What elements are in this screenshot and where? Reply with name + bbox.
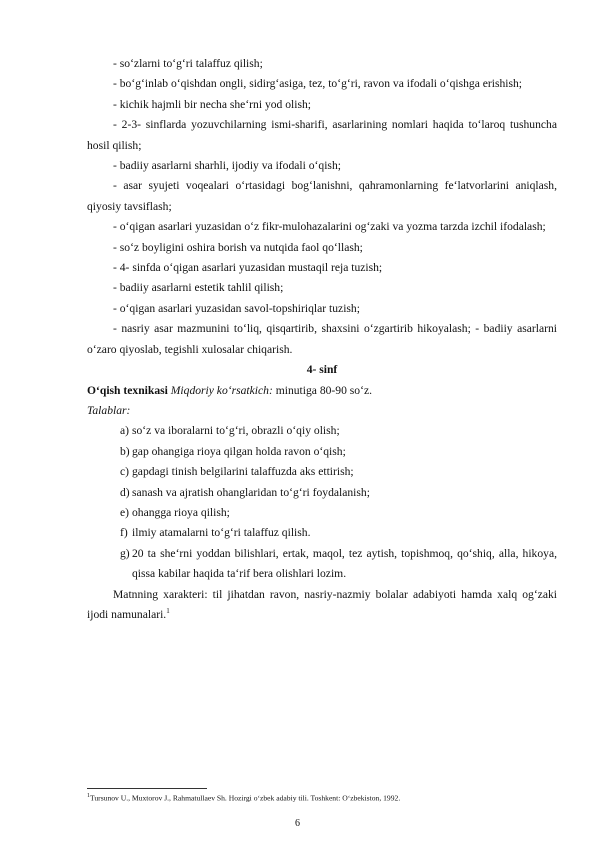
reading-technique-line <box>87 381 557 401</box>
list-item-text: gap ohangiga rioya qilgan holda ravon o‘qish; <box>132 444 346 458</box>
requirements-list <box>87 421 557 584</box>
list-item-text: sanash va ajratish ohanglaridan to‘g‘ri foydalanish; <box>132 485 370 499</box>
page-body <box>87 54 557 625</box>
list-marker: b) <box>120 444 130 458</box>
list-item-text: ilmiy atamalarni to‘g‘ri talaffuz qilish. <box>132 526 311 540</box>
list-item <box>87 503 557 523</box>
list-item-text: so‘z va iboralarni to‘g‘ri, obrazli o‘qiy olish; <box>132 424 340 438</box>
list-item <box>87 442 557 462</box>
list-item-text: gapdagi tinish belgilarini talaffuzda aks ettirish; <box>132 465 354 479</box>
list-marker: f) <box>120 526 128 540</box>
bullet-line: - kichik hajmli bir necha she‘rni yod olish; <box>113 97 312 111</box>
list-marker: g) <box>120 546 130 560</box>
bullet-line: - badiiy asarlarni estetik tahlil qilish; <box>113 281 284 295</box>
technique-value: minutiga 80-90 so‘z. <box>272 383 373 397</box>
bullet-line: - 2-3- sinflarda yozuvchilarning ismi-sharifi, asarlarining nomlari haqida to‘laroq tushuncha hosil qilish; <box>87 118 557 152</box>
closing-paragraph <box>87 585 557 626</box>
bullet-line: - bo‘g‘inlab o‘qishdan ongli, sidirg‘asiga, tez, to‘g‘ri, ravon va ifodali o‘qishga erishish; <box>113 77 523 91</box>
list-marker: e) <box>120 505 130 519</box>
bullet-line: - asar syujeti voqealari o‘rtasidagi bog‘lanishni, qahramonlarning fe‘latvorlarini aniqlash, qiyosiy tavsiflash; <box>87 179 557 213</box>
list-item <box>87 483 557 503</box>
list-marker: a) <box>120 424 130 438</box>
footnote-mark: 1 <box>87 793 90 799</box>
section-title: 4- sinf <box>306 363 338 377</box>
list-marker: c) <box>120 465 130 479</box>
bullet-line: - nasriy asar mazmunini to‘liq, qisqartirib, shaxsini o‘zgartirib hikoyalash; - badiiy asarlarni o‘zaro qiyoslab, tegishli xulosalar chiqarish. <box>87 322 557 356</box>
bullet-line: - 4- sinfda o‘qigan asarlari yuzasidan mustaqil reja tuzish; <box>113 261 383 275</box>
bullet-line: - so‘zlarni to‘g‘ri talaffuz qilish; <box>113 57 263 70</box>
footnote <box>87 790 400 805</box>
list-marker: d) <box>120 485 130 499</box>
footnote-reference: 1 <box>166 607 170 616</box>
technique-indicator: Miqdoriy ko‘rsatkich: <box>170 383 273 397</box>
bullet-line: - so‘z boyligini oshira borish va nutqida faol qo‘llash; <box>113 240 363 254</box>
closing-text: Matnning xarakteri: til jihatdan ravon, nasriy-nazmiy bolalar adabiyoti hamda xalq og‘zaki ijodi namunalari. <box>87 587 557 621</box>
list-item-text: 20 ta she‘rni yoddan bilishlari, ertak, maqol, tez aytish, topishmoq, qo‘shiq, alla, hikoya, qissa kabilar haqida ta‘rif bera olishlari lozim. <box>132 546 557 581</box>
footnote-text: Tursunov U., Muxtorov J., Rahmatullaev Sh. Hozirgi o‘zbek adabiy tili. Toshkent: O‘zbekiston, 1992. <box>90 793 401 803</box>
bullet-line: - badiiy asarlarni sharhli, ijodiy va ifodali o‘qish; <box>113 159 341 173</box>
requirements-label: Talablar: <box>87 403 131 417</box>
list-item <box>87 523 557 543</box>
page-number: 6 <box>295 818 300 829</box>
list-item-text: ohangga rioya qilish; <box>132 505 230 519</box>
list-item <box>87 544 557 585</box>
footnote-divider <box>87 788 207 789</box>
list-item <box>87 462 557 482</box>
bullet-line: - o‘qigan asarlari yuzasidan o‘z fikr-mulohazalarini og‘zaki va yozma tarzda izchil ifodalash; <box>113 220 546 234</box>
bullet-line: - o‘qigan asarlari yuzasidan savol-topshiriqlar tuzish; <box>113 301 360 315</box>
list-item <box>87 421 557 441</box>
technique-label: O‘qish texnikasi <box>87 383 168 397</box>
